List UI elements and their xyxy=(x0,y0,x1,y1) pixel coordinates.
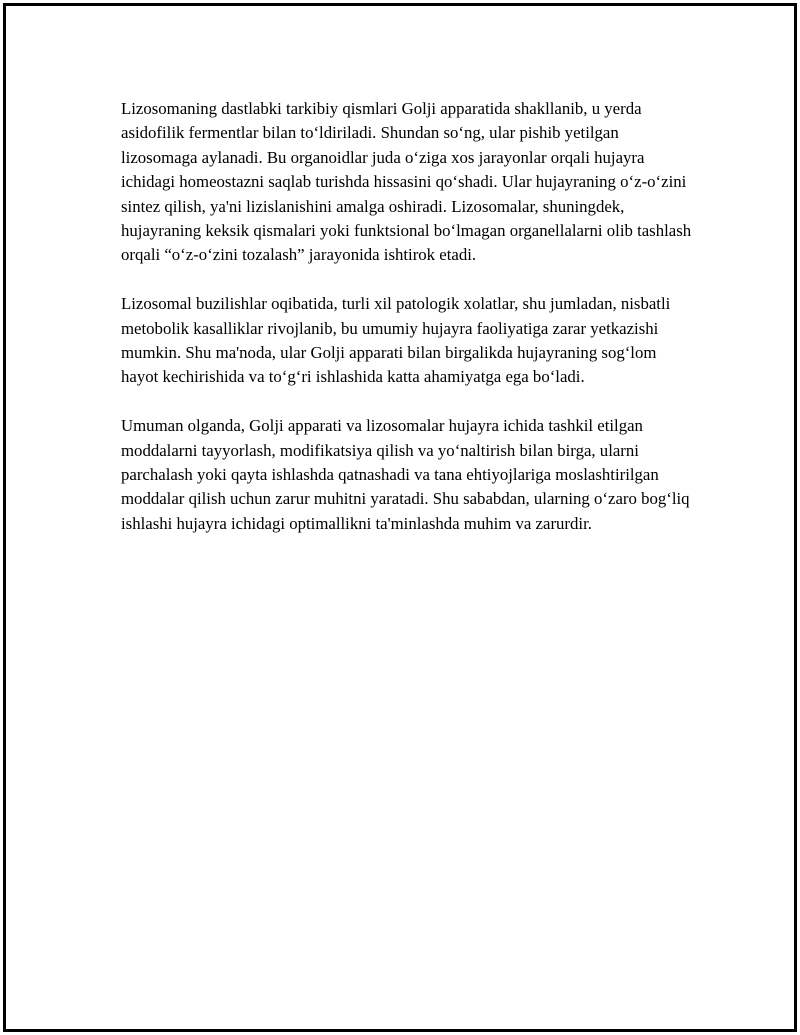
paragraph-3: Umuman olganda, Golji apparati va lizosomalar hujayra ichida tashkil etilgan moddalarni tayyorlash, modifikatsiya qilish va yo‘naltirish bilan birga, ularni parchalash yoki qayta ishlashda qatnashadi va tana ehtiyojlariga moslashtirilgan moddalar qilish uchun zarur muhitni yaratadi. Shu sababdan, ularning o‘zaro bog‘liq ishlashi hujayra ichidagi optimallikni ta'minlashda muhim va zarurdir. xyxy=(121,416,690,533)
paragraph-1: Lizosomaning dastlabki tarkibiy qismlari Golji apparatida shakllanib, u yerda asidofilik fermentlar bilan to‘ldiriladi. Shundan so‘ng, ular pishib yetilgan lizosomaga aylanadi. Bu organoidlar juda o‘ziga xos jarayonlar orqali hujayra ichidagi homeostazni saqlab turishda hissasini qo‘shadi. Ular hujayraning o‘z-o‘zini sintez qilish, ya'ni lizislanishini amalga oshiradi. Lizosomalar, shuningdek, hujayraning keksik qismalari yoki funktsional bo‘lmagan organellalarni olib tashlash orqali “o‘z-o‘zini tozalash” jarayonida ishtirok etadi. xyxy=(121,99,692,265)
paragraph-2: Lizosomal buzilishlar oqibatida, turli xil patologik xolatlar, shu jumladan, nisbatli metobolik kasalliklar rivojlanib, bu umumiy hujayra faoliyatiga zarar yetkazishi mumkin. Shu ma'noda, ular Golji apparati bilan birgalikda hujayraning sog‘lom hayot kechirishida va to‘g‘ri ishlashida katta ahamiyatga ega bo‘ladi. xyxy=(121,294,671,387)
document-body xyxy=(121,97,696,561)
document-page xyxy=(3,3,797,1032)
